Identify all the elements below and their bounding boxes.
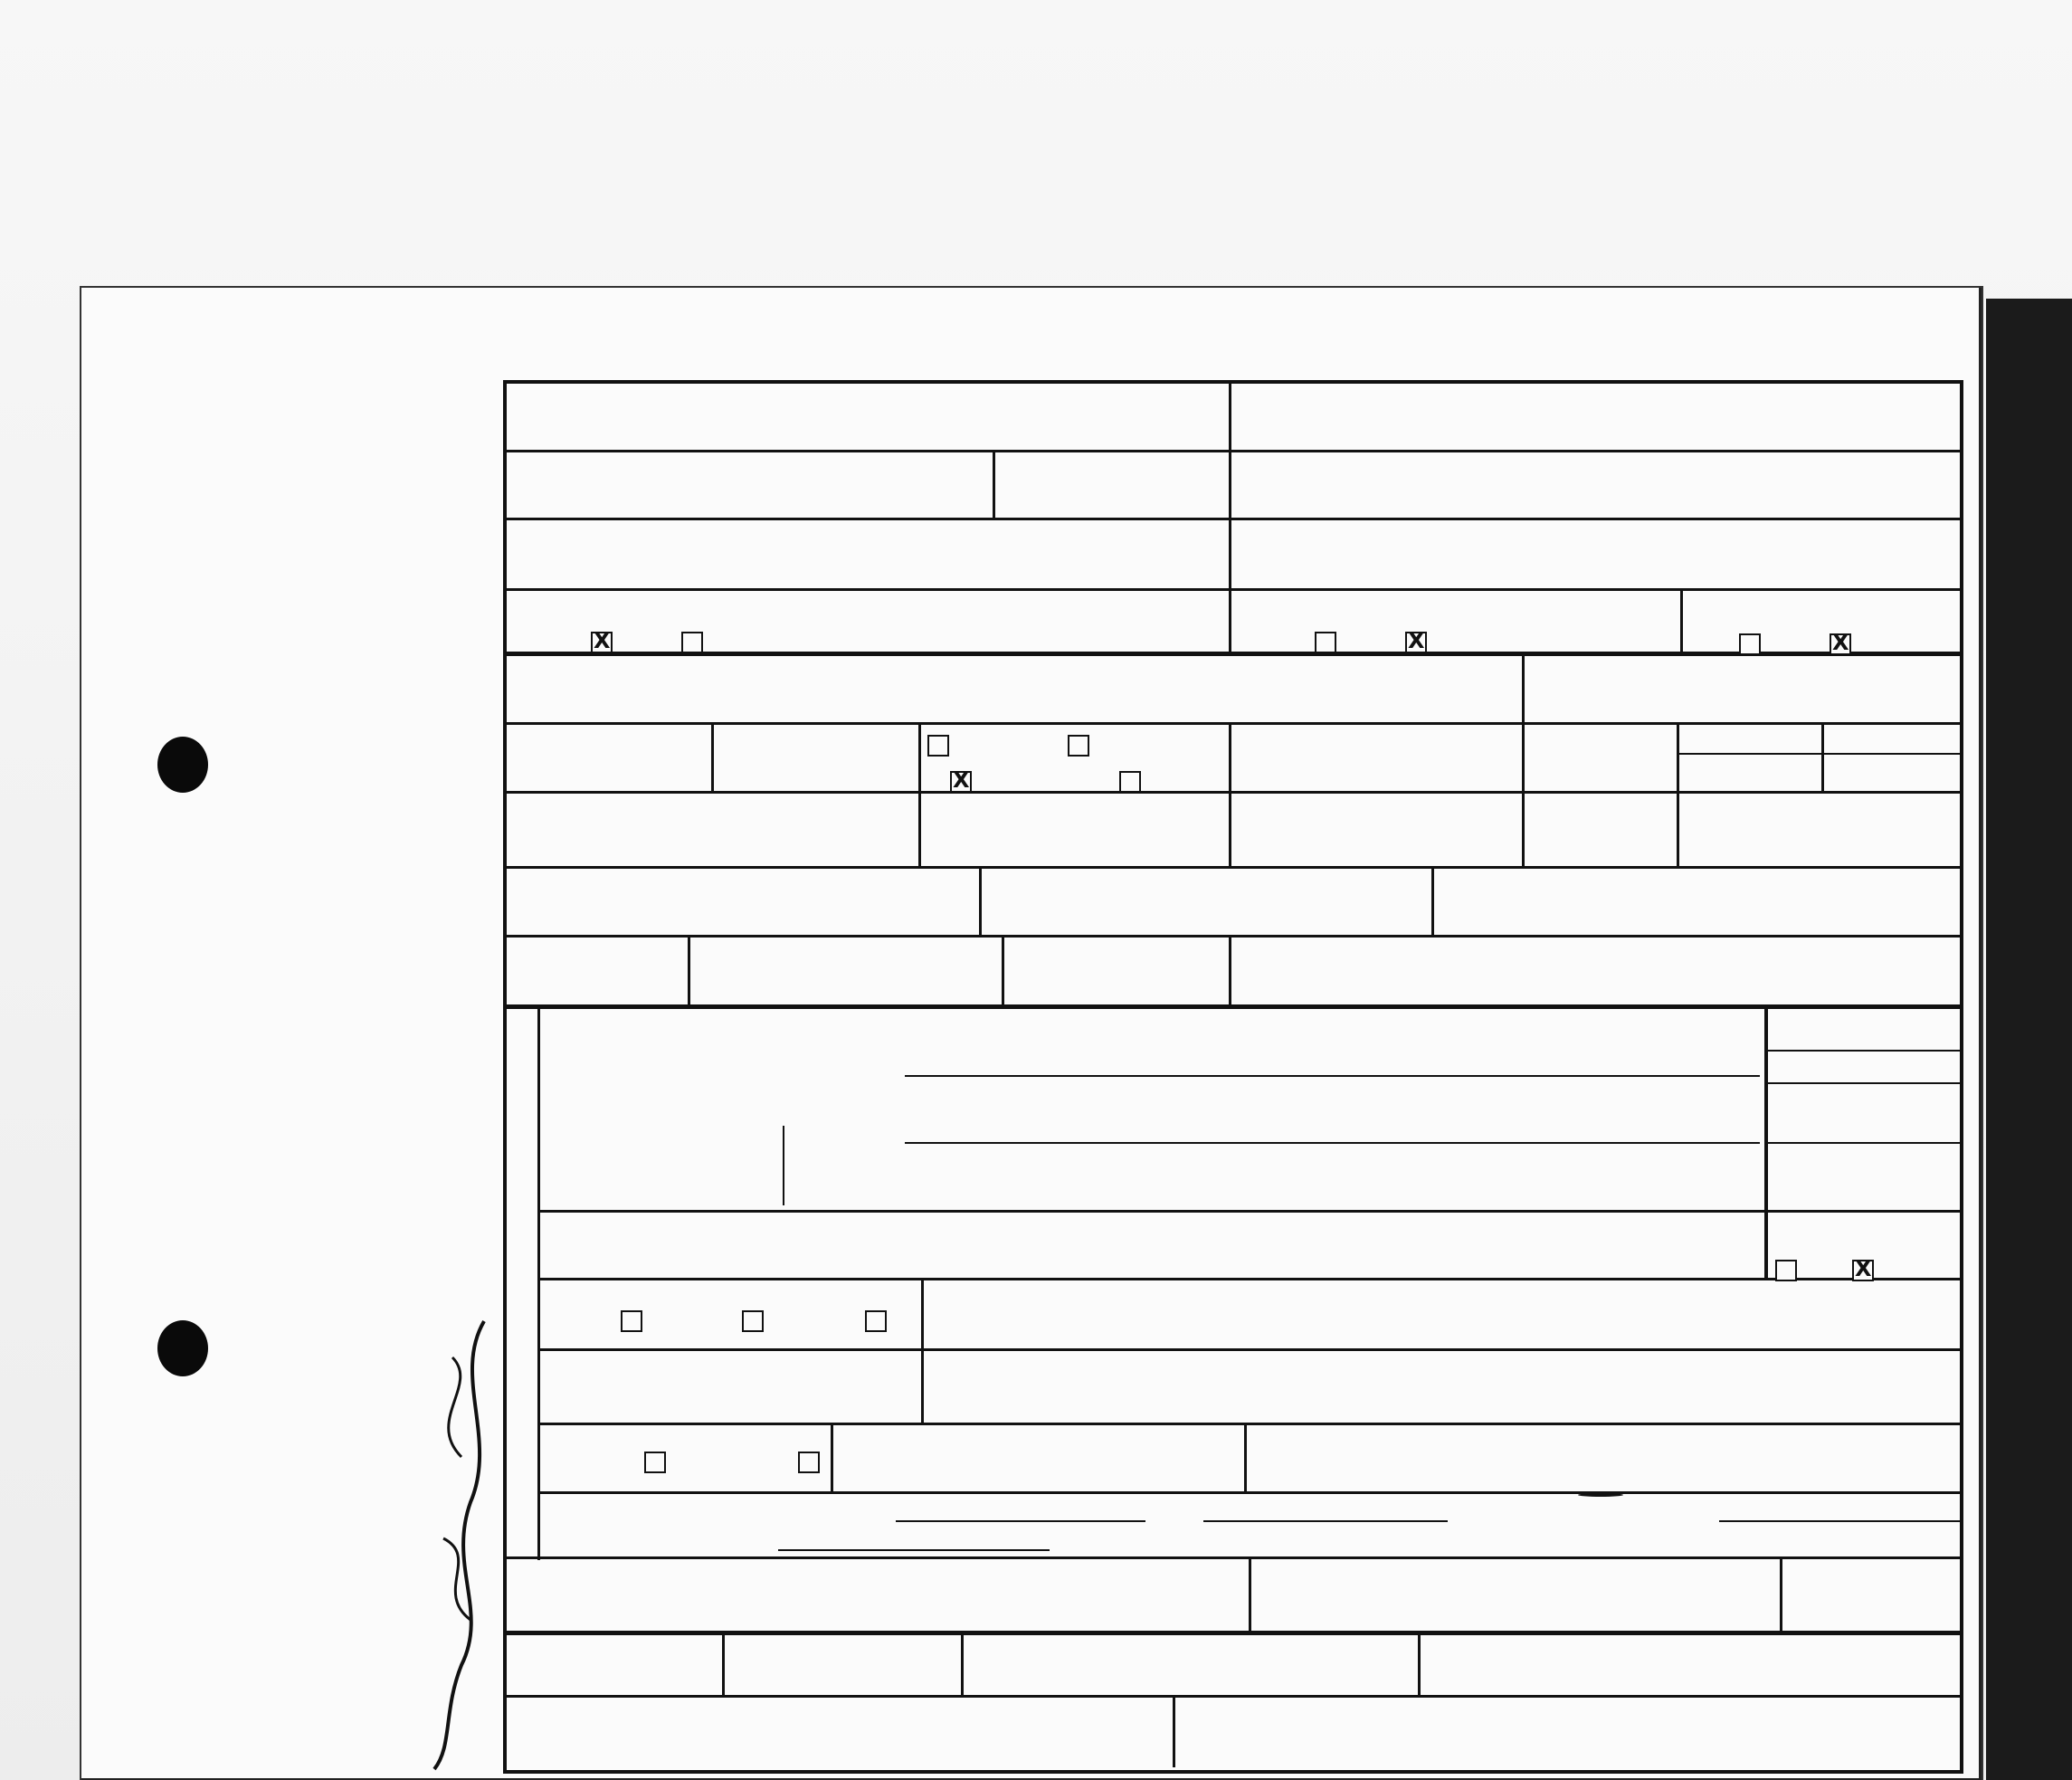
rule (783, 1126, 784, 1205)
rule (1680, 588, 1683, 653)
autopsy-yes (1775, 1260, 1797, 1285)
paper-edge-shadow (1986, 299, 2072, 1780)
rule (1522, 653, 1525, 866)
rule (1677, 722, 1679, 866)
rule (918, 722, 921, 866)
farm-no-checkbox[interactable] (1830, 633, 1851, 655)
no-label (681, 632, 703, 657)
rule (711, 722, 714, 793)
yes-checkbox[interactable] (591, 632, 613, 653)
rule (1203, 1520, 1448, 1522)
binder-hole-top (157, 737, 208, 793)
residence-no (1405, 632, 1427, 657)
rule (539, 1348, 923, 1351)
rule (1244, 1423, 1247, 1493)
rule (1418, 1632, 1421, 1698)
no-checkbox[interactable] (681, 632, 703, 653)
farm-yes (1739, 633, 1761, 659)
rule (539, 1423, 1960, 1425)
rule (1002, 935, 1004, 1005)
rule (503, 518, 1960, 520)
divorced-option (1119, 771, 1141, 796)
rule (1229, 722, 1231, 866)
rule (537, 1006, 540, 1560)
rule (503, 791, 1960, 794)
rule (778, 1549, 1050, 1551)
rule (905, 1075, 1760, 1077)
rule (1677, 753, 1960, 755)
rule (1764, 1050, 1960, 1052)
rule (979, 866, 982, 935)
homicide-checkbox[interactable] (865, 1310, 887, 1332)
widowed-checkbox[interactable] (950, 771, 972, 793)
margin-signature-scribble (398, 1303, 507, 1774)
rule (539, 1210, 1960, 1213)
rule (503, 588, 1960, 591)
rule (539, 1491, 1960, 1494)
rule (1229, 380, 1231, 655)
rule (1764, 1082, 1960, 1084)
farm-no (1830, 633, 1851, 659)
rule (1780, 1556, 1782, 1632)
binder-hole-bottom (157, 1320, 208, 1376)
suicide-checkbox[interactable] (742, 1310, 764, 1332)
while-at-work-checkbox[interactable] (644, 1452, 666, 1473)
rule (688, 935, 690, 1005)
rule (1431, 866, 1434, 935)
married-option (927, 735, 949, 760)
rule (1249, 1556, 1251, 1632)
rule (503, 1556, 1960, 1559)
residence-yes (1315, 632, 1336, 657)
residence-yes-checkbox[interactable] (1315, 632, 1336, 653)
autopsy-no (1852, 1260, 1874, 1285)
rule (503, 935, 1960, 938)
rule (896, 1520, 1145, 1522)
rule (905, 1142, 1760, 1144)
her-him-label (1578, 1493, 1623, 1497)
widowed-option (950, 771, 972, 796)
farm-yes-checkbox[interactable] (1739, 633, 1761, 655)
rule (503, 866, 1960, 869)
married-checkbox[interactable] (927, 735, 949, 757)
rule (1764, 1142, 1960, 1144)
rule (1229, 935, 1231, 1005)
residence-no-checkbox[interactable] (1405, 632, 1427, 653)
yes-label (591, 632, 613, 657)
rule (1719, 1520, 1960, 1522)
rule (503, 722, 1960, 725)
rule (831, 1423, 833, 1493)
never-married-option (1068, 735, 1089, 760)
autopsy-no-checkbox[interactable] (1852, 1260, 1874, 1281)
never-married-checkbox[interactable] (1068, 735, 1089, 757)
rule (1173, 1695, 1175, 1767)
divorced-checkbox[interactable] (1119, 771, 1141, 793)
rule (961, 1632, 964, 1698)
rule (539, 1278, 1960, 1280)
accident-checkbox[interactable] (621, 1310, 642, 1332)
rule (503, 1004, 1960, 1009)
autopsy-yes-checkbox[interactable] (1775, 1260, 1797, 1281)
not-while-at-work-checkbox[interactable] (798, 1452, 820, 1473)
rule (1821, 722, 1824, 793)
rule (503, 450, 1960, 452)
rule (993, 450, 995, 520)
rule (722, 1632, 725, 1698)
